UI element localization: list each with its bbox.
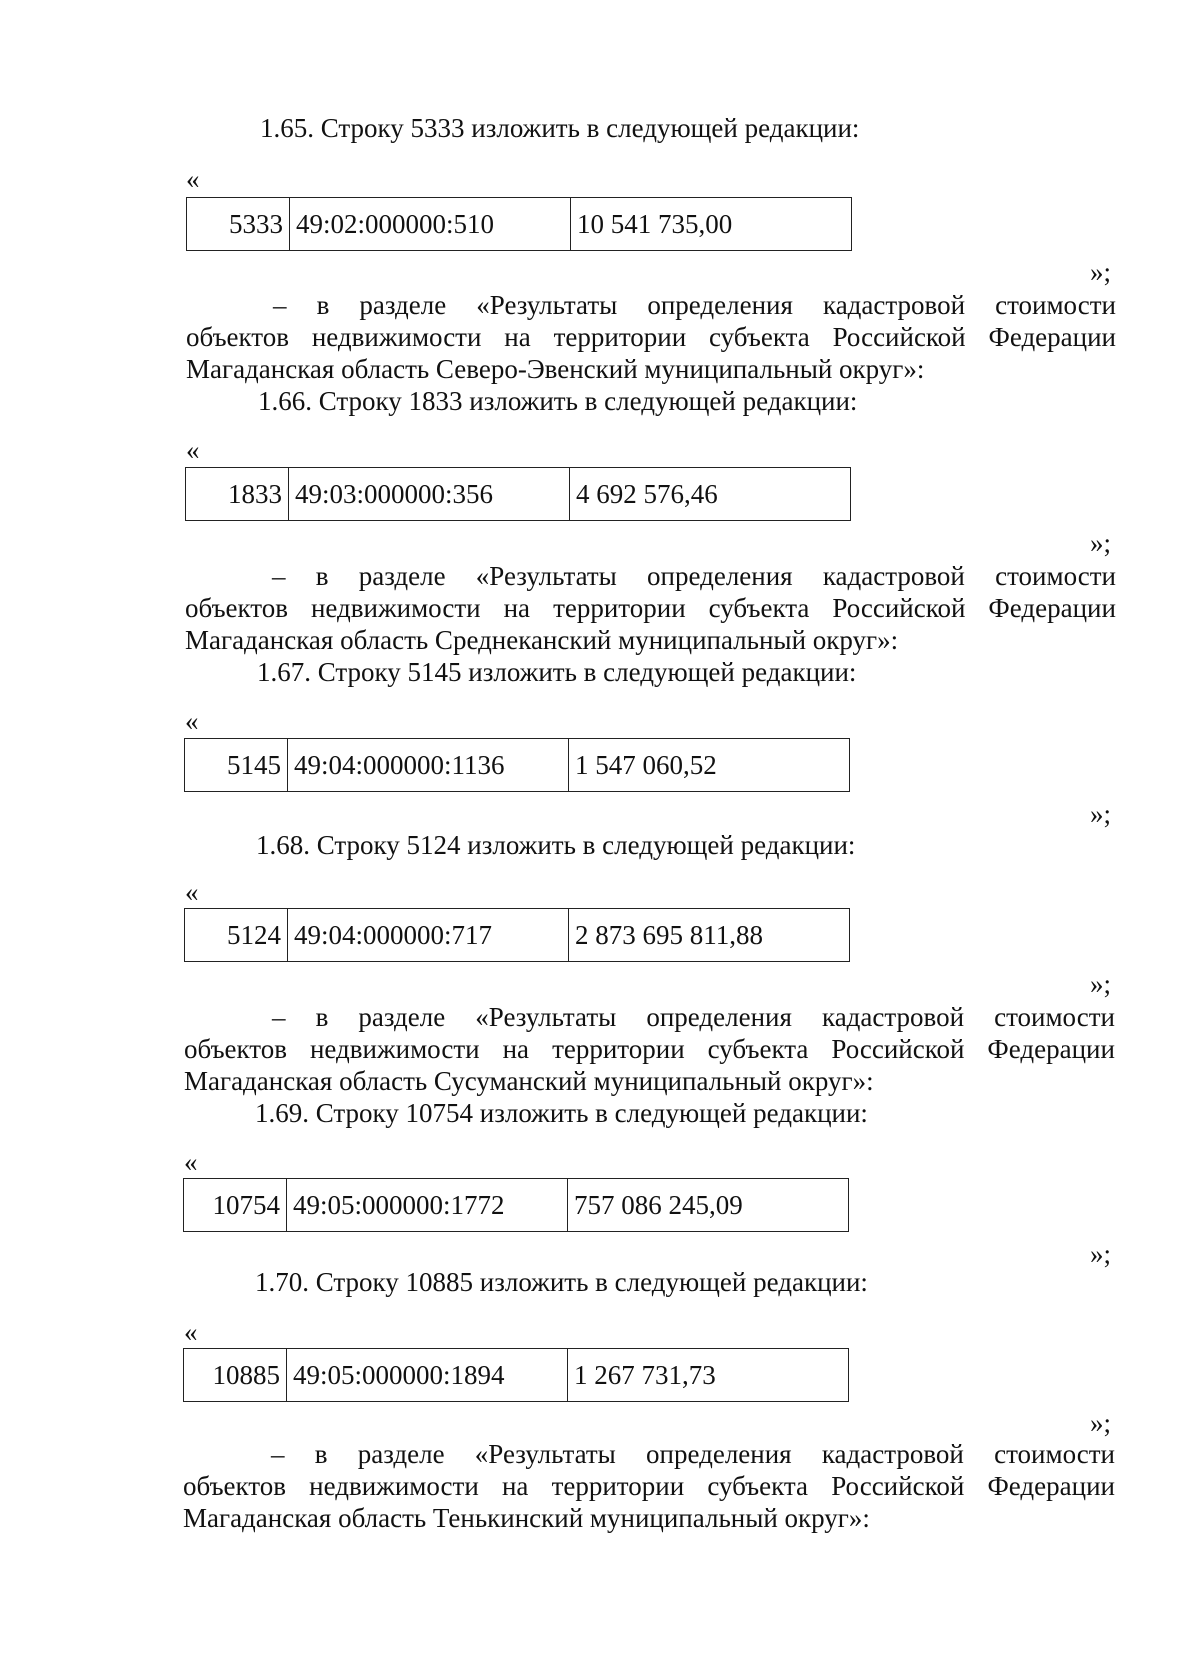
word: недвижимости <box>309 1034 480 1064</box>
word: определения <box>646 1002 792 1032</box>
section-line-3: Магаданская область Северо-Эвенский муниципальный округ»: <box>186 354 925 384</box>
word: объектов <box>186 322 289 352</box>
cadastral-cost: 10 541 735,00 <box>571 198 852 251</box>
word: в <box>314 1439 328 1469</box>
close-quote: »; <box>1090 799 1112 829</box>
word: субъекта <box>708 593 810 623</box>
word: определения <box>646 1439 792 1469</box>
row-number: 1833 <box>186 468 289 521</box>
word: кадастровой <box>821 1439 964 1469</box>
section-line-2 <box>183 1470 1115 1502</box>
word: на <box>504 322 531 352</box>
item-heading: 1.68. Строку 5124 изложить в следующей редакции: <box>256 830 856 860</box>
section-line-3: Магаданская область Тенькинский муниципальный округ»: <box>183 1503 870 1533</box>
word: определения <box>647 561 793 591</box>
word: стоимости <box>995 561 1116 591</box>
row-number: 5124 <box>185 909 288 962</box>
word: – <box>272 1002 286 1032</box>
word: кадастровой <box>821 1002 965 1032</box>
cadastral-number: 49:05:000000:1894 <box>287 1349 568 1402</box>
cadastral-number: 49:04:000000:717 <box>288 909 569 962</box>
open-quote: « <box>184 1317 198 1347</box>
close-quote: »; <box>1090 1239 1112 1269</box>
cadastral-cost: 1 267 731,73 <box>568 1349 849 1402</box>
section-line-1 <box>271 1438 1115 1470</box>
word: недвижимости <box>309 1471 479 1501</box>
section-line-2 <box>184 1033 1115 1065</box>
data-table <box>184 738 850 792</box>
open-quote: « <box>184 1147 198 1177</box>
cadastral-cost: 757 086 245,09 <box>568 1179 849 1232</box>
item-heading: 1.66. Строку 1833 изложить в следующей редакции: <box>258 386 858 416</box>
data-table <box>186 197 852 251</box>
open-quote: « <box>185 706 199 736</box>
word: Российской <box>831 1034 965 1064</box>
close-quote: »; <box>1090 1408 1112 1438</box>
table-row <box>187 198 852 251</box>
open-quote: « <box>185 877 199 907</box>
word: «Результаты <box>475 561 617 591</box>
close-quote: »; <box>1090 969 1112 999</box>
word: – <box>271 1439 285 1469</box>
word: определения <box>647 290 793 320</box>
row-number: 5333 <box>187 198 290 251</box>
word: территории <box>553 322 687 352</box>
section-line-1 <box>273 289 1116 321</box>
table-row <box>185 739 850 792</box>
data-table <box>183 1178 849 1232</box>
cadastral-cost: 1 547 060,52 <box>569 739 850 792</box>
word: стоимости <box>995 290 1116 320</box>
data-table <box>183 1348 849 1402</box>
word: объектов <box>183 1471 286 1501</box>
section-line-3: Магаданская область Сусуманский муниципальный округ»: <box>184 1066 874 1096</box>
word: в <box>315 1002 329 1032</box>
word: недвижимости <box>310 593 481 623</box>
word: Федерации <box>988 593 1116 623</box>
item-heading: 1.67. Строку 5145 изложить в следующей редакции: <box>257 657 857 687</box>
word: на <box>501 1471 529 1501</box>
word: – <box>272 561 286 591</box>
word: разделе <box>358 1002 446 1032</box>
word: разделе <box>359 290 447 320</box>
item-heading: 1.65. Строку 5333 изложить в следующей редакции: <box>260 113 860 143</box>
cadastral-cost: 4 692 576,46 <box>570 468 851 521</box>
item-heading: 1.70. Строку 10885 изложить в следующей редакции: <box>255 1267 868 1297</box>
section-line-1 <box>272 560 1116 592</box>
word: на <box>502 1034 530 1064</box>
section-line-2 <box>186 321 1116 353</box>
row-number: 5145 <box>185 739 288 792</box>
section-line-2 <box>185 592 1116 624</box>
data-table <box>185 467 851 521</box>
cadastral-number: 49:05:000000:1772 <box>287 1179 568 1232</box>
row-number: 10885 <box>184 1349 287 1402</box>
word: Российской <box>831 1471 965 1501</box>
open-quote: « <box>186 164 200 194</box>
word: Российской <box>832 593 966 623</box>
data-table <box>184 908 850 962</box>
word: территории <box>553 593 686 623</box>
item-heading: 1.69. Строку 10754 изложить в следующей редакции: <box>255 1098 868 1128</box>
word: «Результаты <box>476 290 618 320</box>
word: стоимости <box>994 1002 1115 1032</box>
word: Российской <box>832 322 966 352</box>
word: кадастровой <box>822 290 966 320</box>
word: – <box>273 290 287 320</box>
word: субъекта <box>709 322 810 352</box>
word: «Результаты <box>474 1439 616 1469</box>
word: Федерации <box>987 1471 1115 1501</box>
close-quote: »; <box>1090 528 1112 558</box>
word: территории <box>551 1471 685 1501</box>
word: Федерации <box>987 1034 1115 1064</box>
cadastral-number: 49:04:000000:1136 <box>288 739 569 792</box>
close-quote: »; <box>1090 257 1112 287</box>
word: разделе <box>358 561 446 591</box>
word: на <box>503 593 531 623</box>
word: в <box>315 561 329 591</box>
word: в <box>316 290 330 320</box>
section-line-1 <box>272 1001 1115 1033</box>
word: Федерации <box>988 322 1116 352</box>
word: объектов <box>184 1034 287 1064</box>
table-row <box>186 468 851 521</box>
table-row <box>185 909 850 962</box>
open-quote: « <box>186 435 200 465</box>
row-number: 10754 <box>184 1179 287 1232</box>
cadastral-number: 49:03:000000:356 <box>289 468 570 521</box>
table-row <box>184 1349 849 1402</box>
word: кадастровой <box>822 561 965 591</box>
table-row <box>184 1179 849 1232</box>
word: субъекта <box>707 1034 809 1064</box>
word: стоимости <box>994 1439 1115 1469</box>
word: «Результаты <box>475 1002 617 1032</box>
cadastral-number: 49:02:000000:510 <box>290 198 571 251</box>
word: объектов <box>185 593 288 623</box>
section-line-3: Магаданская область Среднеканский муниципальный округ»: <box>185 625 899 655</box>
word: разделе <box>357 1439 445 1469</box>
word: субъекта <box>707 1471 809 1501</box>
word: недвижимости <box>311 322 482 352</box>
cadastral-cost: 2 873 695 811,88 <box>569 909 850 962</box>
word: территории <box>552 1034 685 1064</box>
